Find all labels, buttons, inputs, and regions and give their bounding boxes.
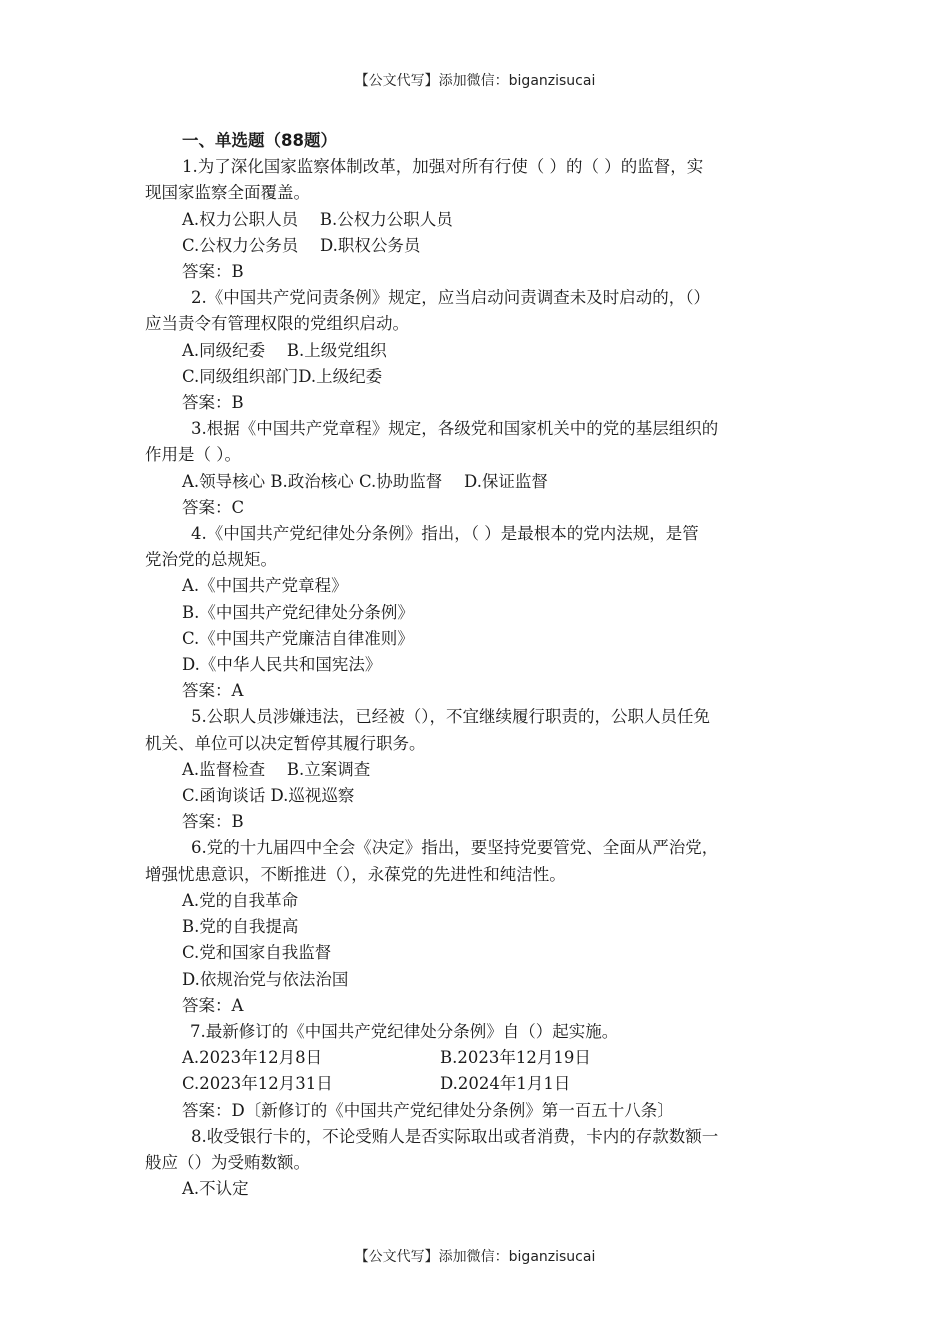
question-text: 现国家监察全面覆盖。 [145, 183, 310, 203]
question-2 [145, 285, 810, 416]
question-3 [145, 416, 810, 521]
option-a: A.2023年12月8日 [182, 1048, 323, 1068]
question-text: 5.公职人员涉嫌违法，已经被（），不宜继续履行职责的，公职人员任免 [191, 707, 710, 727]
question-text: 作用是（ ）。 [145, 445, 241, 465]
question-text: 增强忧患意识，不断推进（），永葆党的先进性和纯洁性。 [145, 864, 566, 884]
option-a: A.《中国共产党章程》 [182, 576, 348, 596]
question-text: 机关、单位可以决定暂停其履行职务。 [145, 733, 426, 753]
answer-line: 答案：D〔新修订的《中国共产党纪律处分条例》第一百五十八条〕 [182, 1100, 674, 1120]
option-d: D.《中华人民共和国宪法》 [182, 655, 382, 675]
option-row [145, 1045, 810, 1071]
answer-line: 答案：A [182, 995, 244, 1015]
question-text: 1.为了深化国家监察体制改革，加强对所有行使（ ）的（ ）的监督，实 [182, 157, 704, 177]
option-c: C.2023年12月31日 [182, 1074, 333, 1094]
option-line: A.权力公职人员 B.公权力公职人员 [182, 209, 453, 229]
option-line: C.函询谈话 D.巡视巡察 [182, 786, 355, 806]
option-line: A.监督检查 B.立案调查 [182, 759, 371, 779]
question-text: 般应（）为受贿数额。 [145, 1152, 310, 1172]
question-5 [145, 704, 810, 835]
question-7 [145, 1019, 810, 1124]
answer-line: 答案：A [182, 681, 244, 701]
answer-line: 答案：B [182, 812, 244, 832]
option-a: A.党的自我革命 [182, 890, 299, 910]
document-body [145, 128, 810, 1202]
option-b: B.2023年12月19日 [440, 1048, 591, 1068]
section-title: 一、单选题（88题） [182, 131, 337, 150]
question-6 [145, 835, 810, 1018]
question-text: 7.最新修订的《中国共产党纪律处分条例》自（）起实施。 [190, 1021, 619, 1041]
question-text: 3.根据《中国共产党章程》规定，各级党和国家机关中的党的基层组织的 [191, 419, 719, 439]
answer-line: 答案：B [182, 262, 244, 282]
question-text: 4.《中国共产党纪律处分条例》指出，（ ）是最根本的党内法规，是管 [191, 524, 699, 544]
option-line: C.同级组织部门D.上级纪委 [182, 366, 383, 386]
option-d: D.依规治党与依法治国 [182, 969, 349, 989]
option-line: C.公权力公务员 D.职权公务员 [182, 235, 421, 255]
question-8 [145, 1124, 810, 1203]
question-1 [145, 154, 810, 285]
question-text: 党治党的总规矩。 [145, 550, 277, 570]
question-text: 2.《中国共产党问责条例》规定，应当启动问责调查未及时启动的，（） [191, 288, 710, 308]
option-c: C.党和国家自我监督 [182, 943, 332, 963]
question-text: 6.党的十九届四中全会《决定》指出，要坚持党要管党、全面从严治党， [191, 838, 719, 858]
option-line: A.领导核心 B.政治核心 C.协助监督 D.保证监督 [182, 471, 548, 491]
page-header: 【公文代写】添加微信：biganzisucai [354, 73, 596, 89]
page-footer: 【公文代写】添加微信：biganzisucai [354, 1249, 596, 1265]
option-b: B.党的自我提高 [182, 917, 299, 937]
question-text: 应当责令有管理权限的党组织启动。 [145, 314, 409, 334]
option-row [145, 1071, 810, 1097]
option-line: A.同级纪委 B.上级党组织 [182, 340, 387, 360]
option-a: A.不认定 [182, 1179, 249, 1199]
answer-line: 答案：B [182, 393, 244, 413]
answer-line: 答案：C [182, 497, 245, 517]
option-d: D.2024年1月1日 [440, 1074, 571, 1094]
question-4 [145, 521, 810, 704]
question-text: 8.收受银行卡的，不论受贿人是否实际取出或者消费，卡内的存款数额一 [191, 1126, 719, 1146]
option-b: B.《中国共产党纪律处分条例》 [182, 602, 414, 622]
option-c: C.《中国共产党廉洁自律准则》 [182, 628, 414, 648]
